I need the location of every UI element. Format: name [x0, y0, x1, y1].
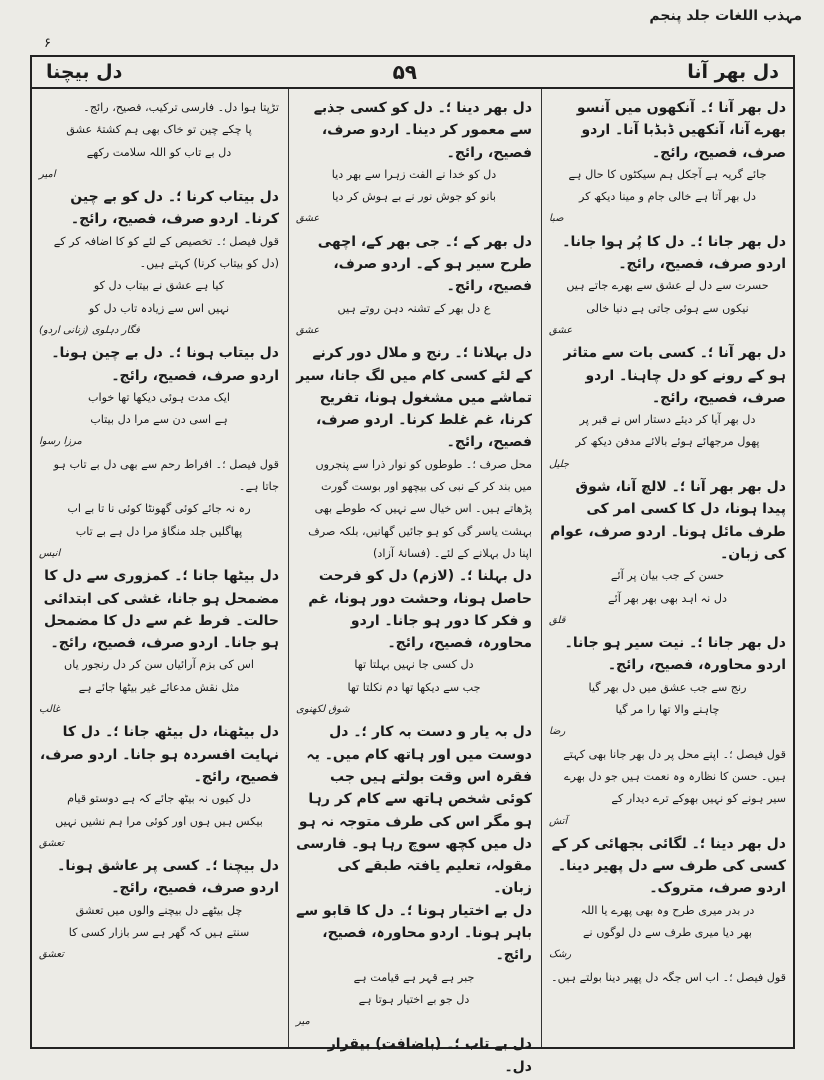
- verse-line: جبر ہے قہر ہے قیامت ہے: [353, 970, 475, 984]
- verse-line: دل بھر آیا کر دیئے دستار اس نے قبر پر: [579, 413, 756, 427]
- verse-line: حسن کے جب بیان پر آئے: [610, 569, 725, 583]
- verse-line: بیکس ہیں ہوں اور کوئی مرا ہم نشیں نہیں: [55, 814, 263, 828]
- poet-name: شوق لکھنوی: [296, 704, 350, 716]
- entry-headword: دل بیتاب کرنا ؛۔ دل کو بے چین کرنا۔ اردو صرف، فصیح، رائج۔: [70, 189, 279, 228]
- entry-headword: دل بہلنا ؛۔ (لازم) دل کو فرحت حاصل ہونا، وحشت دور ہونا، غم و فکر کا دور ہو جانا۔ اردو محاورہ، فصیح، رائج۔: [308, 568, 532, 652]
- entry-headword: دل بھر بھر آنا ؛۔ لالچ آنا، شوق پیدا ہونا، دل کا کسی امر کی طرف مائل ہونا۔ اردو صرف، عوام کی زبان۔: [550, 479, 786, 562]
- guide-word-right: دل بھر آنا: [687, 61, 779, 83]
- entry-headword: دل بھر دینا ؛۔ لگائی بجھائی کر کے کسی کی طرف سے دل پھیر دینا۔ اردو صرف، متروک۔: [551, 835, 786, 897]
- entry-text: محل صرف ؛۔ طوطوں کو نوار ذرا سے پنجروں میں بند کر کے نبی کی بیچھو اور بوست گورت پڑھاتے ہیں۔ اس خیال سے نہیں کہ طوطے بھی بہشت یاسر گی کو ہو جائیں گھانیں، بلکہ صرف اپنا دل بہلانے کے لئے۔ (فسانۂ آزاد): [308, 457, 532, 560]
- verse-line: کیا ہے عشق نے بیتاب دل کو: [93, 279, 225, 293]
- verse-line: اس کی بزم آرائیاں سن کر دل رنجور یاں: [64, 658, 254, 672]
- poet-name: فگار دہلوی (زنانی اردو): [39, 324, 140, 336]
- column-right: [542, 89, 795, 1047]
- corner-number: ۶: [44, 36, 51, 51]
- verse-line: دل نہ اہد بھی بھر بھر آئے: [608, 591, 727, 605]
- entry-text: قول فیصل ؛۔ اب اس جگہ دل پھیر دینا بولتے ہیں۔: [551, 970, 786, 984]
- poet-name: صبا: [549, 213, 564, 225]
- poet-name: تعشق: [39, 949, 64, 961]
- entry-headword: دل بیتاب ہونا ؛۔ دل بے چین ہونا۔ اردو صرف، فصیح، رائج۔: [51, 345, 279, 384]
- entry-headword: دل بہ یار و دست بہ کار ؛۔ دل دوست میں اور ہاتھ کام میں۔ یہ فقرہ اس وقت بولتے ہیں جب کوئی شخص ہاتھ سے کام کر رہا ہو مگر اس کی طرف متوجہ نہ ہو دل میں کچھ سوچ رہا ہو۔ فارسی مقولہ، تعلیم یافتہ طبقے کی زبان۔: [296, 724, 532, 897]
- entry-headword: دل بے تاب ؛۔ (باضافت) بیقرار دل۔: [327, 1036, 532, 1075]
- entry-headword: دل بیٹھا جانا ؛۔ کمزوری سے دل کا مضمحل ہو جانا، غشی کی ابتدائی حالت۔ فرط غم سے دل کا مضمحل ہو جانا۔ اردو صرف، فصیح، رائج۔: [43, 568, 279, 652]
- poet-name: جلیل: [549, 458, 570, 470]
- verse-line: نہیں اس سے زیادہ تاب دل کو: [88, 301, 230, 315]
- page-number: ۵۹: [392, 60, 417, 84]
- entry-text: قول فیصل ؛۔ تخصیص کے لئے کو کا اضافہ کر کے (دل کو بیتاب کرنا) کہتے ہیں۔: [53, 234, 279, 271]
- verse-line: دل بے تاب کو اللہ سلامت رکھے: [86, 145, 232, 159]
- verse-line: در بدر میری طرح وہ بھی پھرے یا اللہ: [580, 903, 755, 917]
- poet-name: تعشق: [39, 837, 64, 849]
- verse-line: ہے اسی دن سے مرا دل بیتاب: [90, 413, 228, 427]
- entry-headword: دل بہلانا ؛۔ رنج و ملال دور کرنے کے لئے کسی کام میں لگ جانا، سیر تماشے میں مشغول ہونا، تفریح کرنا، غم غلط کرنا۔ اردو صرف، فصیح، رائج۔: [296, 345, 532, 451]
- entry-text: قول فیصل ؛۔ اپنے محل پر دل بھر جانا بھی کہتے ہیں۔ حسن کا نظارہ وہ نعمت ہیں جو دل بھرے سیر ہونے کو نہیں بھوکے ترے دیدار کے: [563, 747, 786, 806]
- column-middle: [288, 89, 542, 1075]
- verse-line: جائے گریہ ہے آجکل ہم سیکٹوں کا حال ہے: [568, 167, 767, 181]
- verse-line: بانو کو جوش نور نے بے ہوش کر دیا: [332, 190, 496, 204]
- entry-headword: دل بھر کے ؛۔ جی بھر کے، اچھی طرح سیر ہو کے۔ اردو صرف، فصیح، رائج۔: [317, 233, 532, 295]
- verse-line: دل کسی جا نہیں بہلتا تھا: [354, 658, 474, 672]
- poet-name: غالب: [39, 704, 61, 716]
- page-header: [30, 55, 795, 89]
- verse-line: بھر دیا میری طرف سے دل لوگوں نے: [582, 925, 753, 939]
- entry-headword: دل بھر جانا ؛۔ نیت سیر ہو جانا۔ اردو محاورہ، فصیح، رائج۔: [564, 635, 786, 674]
- verse-line: دل کو خدا نے الفت زہرا سے بھر دیا: [331, 167, 497, 181]
- guide-word-left: دل بیچنا: [46, 61, 123, 83]
- poet-name: مرزا رسوا: [39, 436, 82, 448]
- verse-line: دل کیوں نہ بیٹھ جائے کہ ہے دوستو قیام: [67, 792, 251, 806]
- entry-headword: دل بیٹھنا، دل بیٹھ جانا ؛۔ دل کا نہایت افسردہ ہو جانا۔ اردو صرف، فصیح، رائج۔: [39, 724, 279, 785]
- verse-line: چل بیٹھے دل بیچنے والوں میں تعشق: [75, 903, 243, 917]
- poet-name: انیس: [39, 547, 61, 559]
- columns-frame: [30, 89, 795, 1075]
- entry-headword: دل بھر آنا ؛۔ کسی بات سے متاثر ہو کے رونے کو دل چاہنا۔ اردو صرف، فصیح، رائج۔: [563, 345, 786, 406]
- entry-headword: دل بھر جانا ؛۔ دل کا پُر ہوا جانا۔ اردو صرف، فصیح، رائج۔: [562, 233, 786, 273]
- verse-line: جب سے دیکھا تھا دم نکلتا تھا: [347, 680, 481, 694]
- verse-line: رہ نہ جائے کوئی گھونٹا کوئی نا تا بے اب: [67, 502, 251, 516]
- verse-line: ع دل بھر کے تشنہ دہن روتے ہیں: [337, 301, 491, 315]
- verse-line: پا چکے چین تو خاک بھی ہم کشتۂ عشق: [66, 123, 252, 137]
- poet-name: عشق: [296, 213, 320, 225]
- entry-headword: دل بھر آنا ؛۔ آنکھوں میں آنسو بھرے آنا، آنکھیں ڈبڈبا آنا۔ اردو صرف، فصیح، رائج۔: [576, 100, 786, 161]
- poet-name: قلق: [549, 614, 566, 626]
- verse-line: چاہنے والا تھا را مر گیا: [615, 703, 720, 717]
- poet-name: رشک: [549, 949, 572, 961]
- poet-name: آتش: [549, 815, 568, 827]
- verse-line: حسرت سے دل لے عشق سے بھرے جاتے ہیں: [566, 279, 769, 293]
- verse-line: دل بھر آتا ہے خالی جام و مینا دیکھ کر: [578, 190, 756, 204]
- verse-line: مثل نقش مدعائے غیر بیٹھا جائے ہے: [78, 680, 240, 694]
- entry-text: تڑپتا ہوا دل۔ فارسی ترکیب، فصیح، رائج۔: [83, 101, 279, 114]
- book-title: مہذب اللغات جلد پنجم: [649, 8, 802, 24]
- poet-name: امیر: [39, 168, 56, 180]
- poet-name: میر: [296, 1016, 310, 1028]
- entry-headword: دل بھر دینا ؛۔ دل کو کسی جذبے سے معمور کر دینا۔ اردو صرف، فصیح، رائج۔: [313, 100, 532, 161]
- verse-line: نیکوں سے ہوئی جاتی ہے دنیا خالی: [586, 301, 749, 315]
- entry-headword: دل بے اختیار ہونا ؛۔ دل کا قابو سے باہر ہونا۔ اردو محاورہ، فصیح، رائج۔: [296, 902, 532, 964]
- verse-line: دل جو بے اختیار ہوتا ہے: [358, 992, 470, 1006]
- poet-name: عشق: [296, 324, 320, 336]
- poet-name: عشق: [549, 324, 573, 336]
- column-left: [32, 89, 288, 1047]
- entry-text: قول فیصل ؛۔ افراط رحم سے بھی دل بے تاب ہو جاتا ہے۔: [53, 457, 279, 494]
- verse-line: پھاگلیں جلد منگاؤ مرا دل ہے بے تاب: [75, 524, 243, 538]
- verse-line: رنج سے جب عشق میں دل بھر گیا: [588, 680, 747, 694]
- verse-line: ایک مدت ہوئی دیکھا تھا خواب: [87, 390, 231, 404]
- verse-line: سنتے ہیں کہ گھر ہے سر بازار کسی کا: [68, 925, 250, 939]
- verse-line: پھول مرجھائے ہوئے بالائے مدفن دیکھ کر: [575, 435, 760, 449]
- entry-headword: دل بیچنا ؛۔ کسی پر عاشق ہونا۔ اردو صرف، فصیح، رائج۔: [57, 858, 279, 897]
- poet-name: رضا: [549, 726, 566, 738]
